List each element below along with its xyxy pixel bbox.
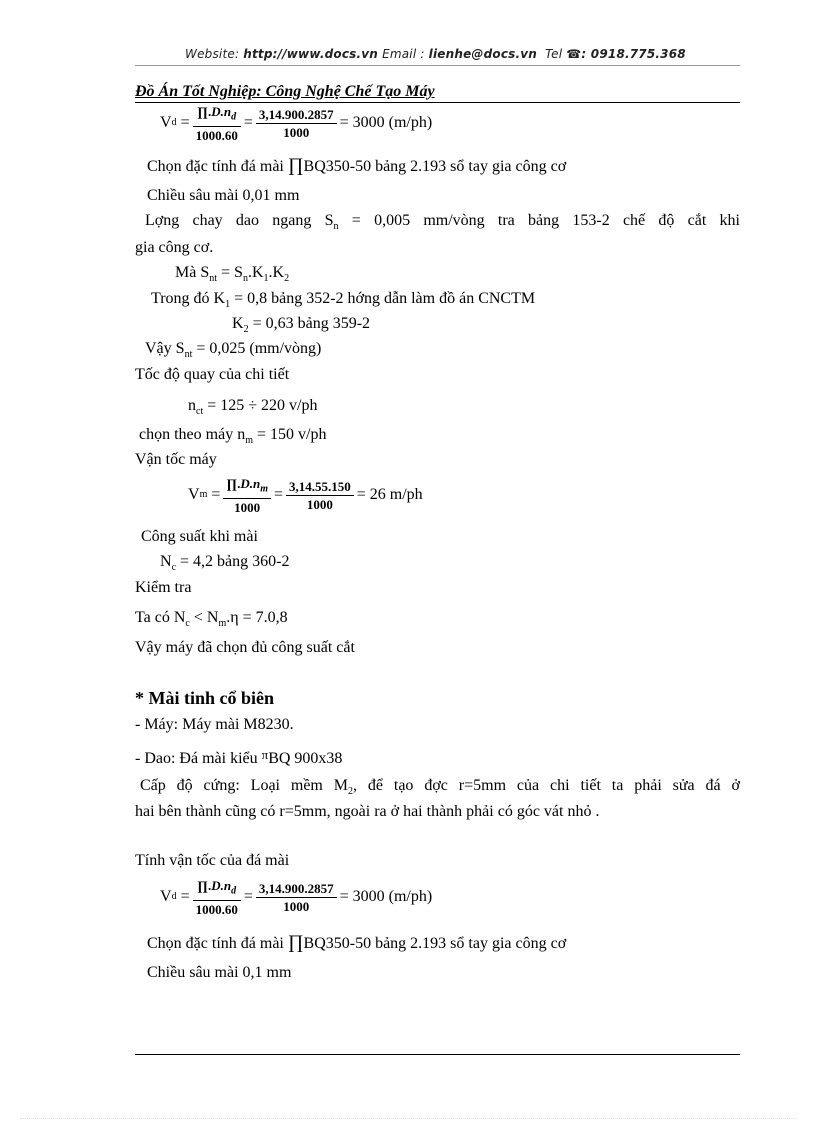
page-bottom-border <box>20 1118 796 1119</box>
doc-title: Đồ Án Tốt Nghiệp: Công Nghệ Chế Tạo Máy <box>135 83 740 103</box>
formula-machine-speed: V m = $\frac{\prod.D.n_m}{1000}$ = $\frac{3,14.55.150}{1000}$ = 26 m/ph <box>188 476 423 515</box>
line-wheel-spec: Chọn đặc tính đá mài ∏BQ350-50 bảng 2.193 sổ tay gia công cơ <box>147 155 567 176</box>
line-wheel-spec-2: Chọn đặc tính đá mài ∏BQ350-50 bảng 2.193 sổ tay gia công cơ <box>147 932 567 953</box>
line-compare: Ta có $N_c < N_m.\eta = 7.0,8$ <box>135 609 288 630</box>
section-heading: * Mài tinh cổ biên <box>135 688 275 708</box>
line-machine-speed: Vận tốc máy <box>135 451 217 468</box>
line-feed-cont: gia công cơ. <box>135 239 214 256</box>
line-power: Công suất khi mài <box>141 528 258 545</box>
phone-icon: ☎ <box>566 47 582 61</box>
website-url[interactable]: http://www.docs.vn <box>243 47 379 61</box>
email-value[interactable]: lienhe@docs.vn <box>428 47 538 61</box>
line-check: Kiểm tra <box>135 579 192 596</box>
line-conclusion: Vậy máy đã chọn đủ công suất cắt <box>135 639 355 656</box>
line-depth-2: Chiều sâu mài 0,1 mm <box>147 964 292 981</box>
line-snt-result: Vậy $S_{nt} = 0,025$ (mm/vòng) <box>145 340 322 361</box>
line-nm: chọn theo máy $n_m = 150$ v/ph <box>139 426 327 447</box>
line-hardness-cont: hai bên thành cũng có r=5mm, ngoài ra ở hai thành phải có góc vát nhỏ . <box>135 803 600 820</box>
page-header <box>185 47 686 61</box>
line-wheel-speed-heading: Tính vận tốc của đá mài <box>135 852 290 869</box>
line-depth: Chiều sâu mài 0,01 mm <box>147 187 300 204</box>
line-nc: $N_c = 4,2$ bảng 360-2 <box>160 553 290 574</box>
tel-value: : 0918.775.368 <box>581 47 686 61</box>
email-label: Email : <box>382 47 425 61</box>
website-label: Website: <box>185 47 240 61</box>
header-rule <box>135 65 740 66</box>
formula-grinding-speed: V d = $\frac{\prod.D.n_d}{1000.60}$ = $\frac{3,14.900.2857}{1000}$ = 3000 (m/ph) <box>160 104 433 143</box>
footer-rule <box>135 1054 740 1055</box>
line-machine: - Máy: Máy mài M8230. <box>135 716 294 733</box>
tel-label: Tel <box>545 47 563 61</box>
line-feed: Lợng chay dao ngang $S_n = 0,005$ mm/vòng tra bảng 153-2 chế độ cắt khi <box>145 212 740 233</box>
line-nct: $n_{ct} = 125 \div 220$ v/ph <box>188 397 318 418</box>
formula-grinding-speed-2: V d = $\frac{\prod.D.n_d}{1000.60}$ = $\frac{3,14.900.2857}{1000}$ = 3000 (m/ph) <box>160 878 433 917</box>
line-snt: Mà $S_{nt} = S_n.K_1.K_2$ <box>175 264 290 285</box>
line-k2: $K_2 = 0,63$ bảng 359-2 <box>232 315 371 336</box>
line-rotation-heading: Tốc độ quay của chi tiết <box>135 366 290 383</box>
line-k1: Trong đó $K_1 = 0,8$ bảng 352-2 hớng dẫn làm đồ án CNCTM <box>151 290 536 311</box>
line-hardness: Cấp độ cứng: Loại mềm $M_2$, để tạo đợc r=5mm của chi tiết ta phải sửa đá ở <box>140 777 741 798</box>
line-tool: - Dao: Đá mài kiểu $^\pi$BQ 900x38 <box>135 747 343 767</box>
